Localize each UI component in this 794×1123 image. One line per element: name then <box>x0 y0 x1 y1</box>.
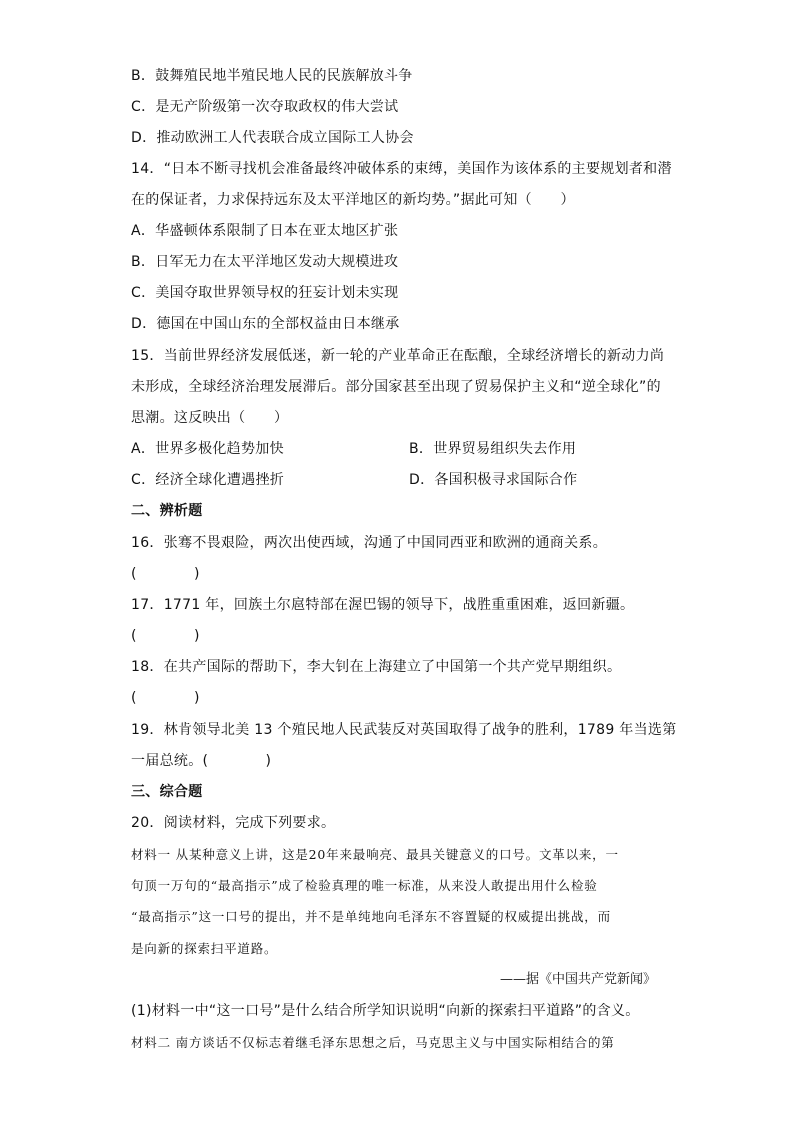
material-1-line2: 句顶一万句的“最高指示”成了检验真理的唯一标准，从来没人敢提出用什么检验 <box>131 878 598 893</box>
q17-answer-blank[interactable]: ( ) <box>131 628 200 644</box>
q20-intro: 20．阅读材料，完成下列要求。 <box>131 815 336 831</box>
q20-subquestion-1: (1)材料一中“这一口号”是什么结合所学知识说明“向新的探索扫平道路”的含义。 <box>131 1003 640 1019</box>
q16-answer-blank[interactable]: ( ) <box>131 566 200 582</box>
section-2-heading: 二、辨析题 <box>131 503 203 519</box>
q14-option-d: D．德国在中国山东的全部权益由日本继承 <box>131 316 400 332</box>
q15-option-a: A．世界多极化趋势加快 <box>131 441 284 457</box>
q15-option-d: D．各国积极寻求国际合作 <box>409 472 578 488</box>
material-1-line3: “最高指示”这一口号的提出，并不是单纯地向毛泽东不容置疑的权威提出挑战，而 <box>131 909 611 924</box>
q14-option-b: B．日军无力在太平洋地区发动大规模进攻 <box>131 254 399 270</box>
q19-text-line2: 一届总统。( ) <box>131 753 272 769</box>
q15-option-b: B．世界贸易组织失去作用 <box>409 441 577 457</box>
q18-answer-blank[interactable]: ( ) <box>131 690 200 706</box>
q15-stem-line1: 15．当前世界经济发展低迷，新一轮的产业革命正在酝酿，全球经济增长的新动力尚 <box>131 348 665 364</box>
material-1-line4: 是向新的探索扫平道路。 <box>131 941 278 956</box>
q15-option-c: C．经济全球化遭遇挫折 <box>131 472 285 488</box>
q14-option-c: C．美国夺取世界领导权的狂妄计划未实现 <box>131 285 399 301</box>
q13-option-c: C．是无产阶级第一次夺取政权的伟大尝试 <box>131 99 399 115</box>
material-1-line1: 材料一 从某种意义上讲，这是20年来最响亮、最具关键意义的口号。文革以来，一 <box>131 847 619 862</box>
q19-text-line1: 19．林肯领导北美 13 个殖民地人民武装反对英国取得了战争的胜利，1789 年当选第 <box>131 722 677 738</box>
q13-option-b: B．鼓舞殖民地半殖民地人民的民族解放斗争 <box>131 68 413 84</box>
material-1-source: ——据《中国共产党新闻》 <box>499 972 656 987</box>
q15-stem-line3: 思潮。这反映出（ ） <box>131 410 289 426</box>
q14-stem-line2: 在的保证者，力求保持远东及太平洋地区的新均势。”据此可知（ ） <box>131 192 575 208</box>
material-2-line1: 材料二 南方谈话不仅标志着继毛泽东思想之后，马克思主义与中国实际相结合的第 <box>131 1035 615 1050</box>
q18-text: 18．在共产国际的帮助下，李大钊在上海建立了中国第一个共产党早期组织。 <box>131 659 622 675</box>
q14-option-a: A．华盛顿体系限制了日本在亚太地区扩张 <box>131 223 399 239</box>
q17-text: 17．1771 年，回族土尔扈特部在渥巴锡的领导下，战胜重重困难，返回新疆。 <box>131 597 635 613</box>
q14-stem-line1: 14．“日本不断寻找机会准备最终冲破体系的束缚，美国作为该体系的主要规划者和潜 <box>131 161 672 177</box>
section-3-heading: 三、综合题 <box>131 784 203 800</box>
q13-option-d: D．推动欧洲工人代表联合成立国际工人协会 <box>131 130 414 146</box>
q15-stem-line2: 未形成，全球经济治理发展滞后。部分国家甚至出现了贸易保护主义和“逆全球化”的 <box>131 379 661 395</box>
q16-text: 16．张骞不畏艰险，两次出使西域，沟通了中国同西亚和欧洲的通商关系。 <box>131 535 608 551</box>
